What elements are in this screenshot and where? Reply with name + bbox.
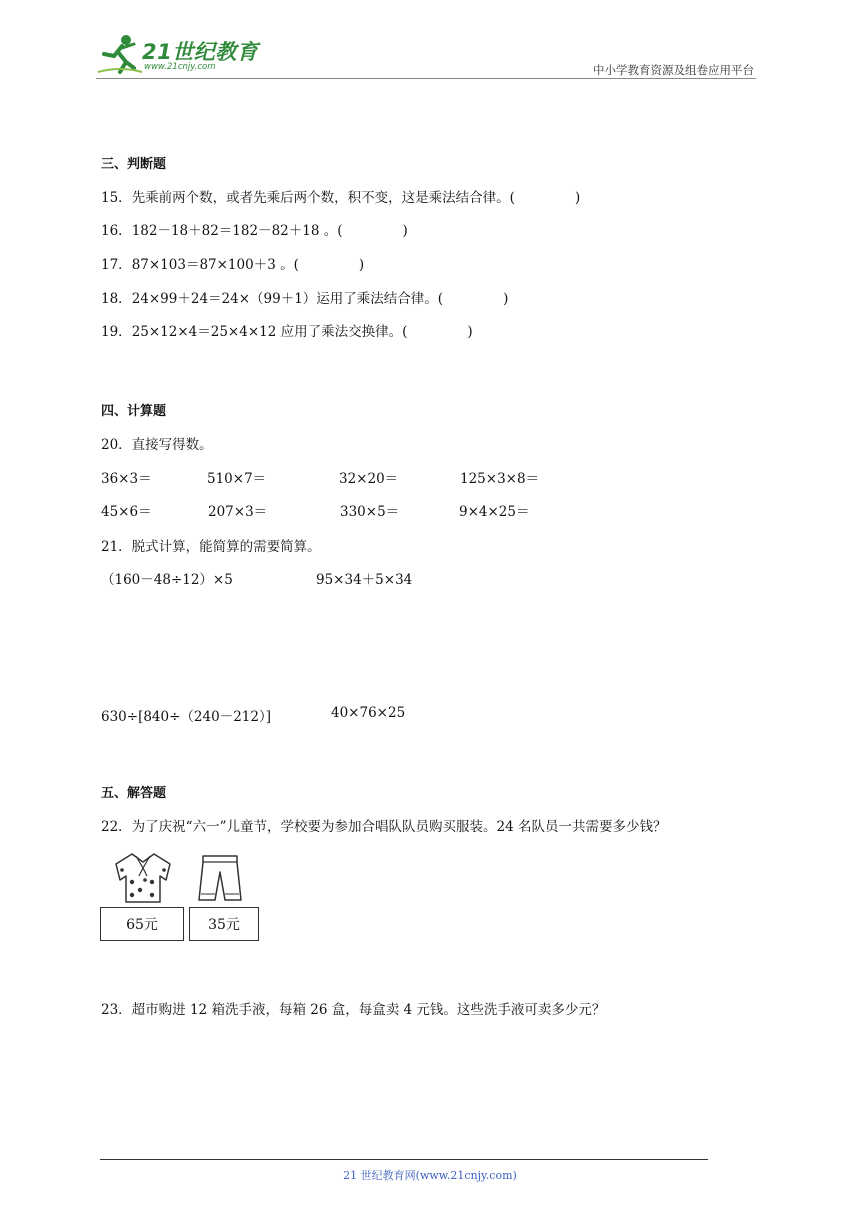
- section-title-calc: 四、计算题: [101, 404, 167, 419]
- paren-close: ): [467, 324, 473, 340]
- site-logo: [96, 32, 266, 76]
- step-calc-expression: （160－48÷12）×5: [101, 572, 233, 588]
- question-20: 20．直接写得数。: [101, 437, 213, 453]
- pants-icon: [197, 852, 243, 904]
- question-text: 先乘前两个数，或者先乘后两个数，积不变，这是乘法结合律。(: [131, 190, 515, 206]
- pants-price-box: 35元: [189, 907, 259, 941]
- section-title-solve: 五、解答题: [101, 786, 167, 801]
- mental-calc-item: 125×3×8＝: [460, 471, 540, 487]
- footer-divider: [100, 1159, 708, 1160]
- question-23: 23．超市购进 12 箱洗手液，每箱 26 盒，每盒卖 4 元钱。这些洗手液可卖多少元？: [101, 1002, 606, 1018]
- question-number: 16．: [101, 223, 132, 239]
- question-number: 18．: [101, 291, 132, 307]
- question-18: [101, 287, 508, 307]
- question-number: 17．: [101, 257, 132, 273]
- step-calc-expression: 630÷[840÷（240－212）]: [101, 709, 271, 725]
- shirt-icon: [110, 850, 176, 906]
- runner-logo-icon: [96, 32, 144, 76]
- paren-close: ): [402, 223, 408, 239]
- question-number: 19．: [101, 324, 132, 340]
- mental-calc-item: 36×3＝: [101, 471, 152, 487]
- shirt-price-box: 65元: [100, 907, 184, 941]
- mental-calc-item: 45×6＝: [101, 504, 152, 520]
- step-calc-expression: 95×34＋5×34: [316, 572, 413, 588]
- paren-close: ): [503, 291, 509, 307]
- question-15: [101, 186, 580, 206]
- logo-text: 21世纪教育: [142, 40, 259, 64]
- mental-calc-item: 207×3＝: [208, 504, 268, 520]
- paren-close: ): [574, 190, 581, 206]
- question-text: 24×99＋24＝24×（99＋1）运用了乘法结合律。(: [131, 291, 444, 307]
- mental-calc-item: 9×4×25＝: [459, 504, 530, 520]
- question-16: [101, 219, 408, 239]
- question-17: [101, 253, 364, 273]
- step-calc-expression: 40×76×25: [331, 705, 406, 721]
- logo-url: www.21cnjy.com: [144, 62, 216, 72]
- question-19: [101, 320, 473, 340]
- question-text: 87×103＝87×100＋3 。(: [131, 257, 299, 273]
- mental-calc-item: 510×7＝: [207, 471, 267, 487]
- mental-calc-item: 330×5＝: [340, 504, 400, 520]
- question-text: 25×12×4＝25×4×12 应用了乘法交换律。(: [131, 324, 408, 340]
- mental-calc-item: 32×20＝: [339, 471, 399, 487]
- question-number: 15．: [101, 190, 132, 206]
- footer-text[interactable]: 21 世纪教育网(www.21cnjy.com): [343, 1169, 517, 1182]
- question-text: 182－18＋82＝182－82＋18 。(: [131, 223, 343, 239]
- header-platform-text: 中小学教育资源及组卷应用平台: [593, 63, 754, 77]
- question-21: 21．脱式计算，能简算的需要简算。: [101, 539, 321, 555]
- section-title-judge: 三、判断题: [101, 157, 167, 172]
- paren-close: ): [358, 257, 365, 273]
- header-divider: [96, 78, 756, 79]
- question-22: 22．为了庆祝“六一”儿童节，学校要为参加合唱队队员购买服装。24 名队员一共需要多少钱？: [101, 819, 667, 835]
